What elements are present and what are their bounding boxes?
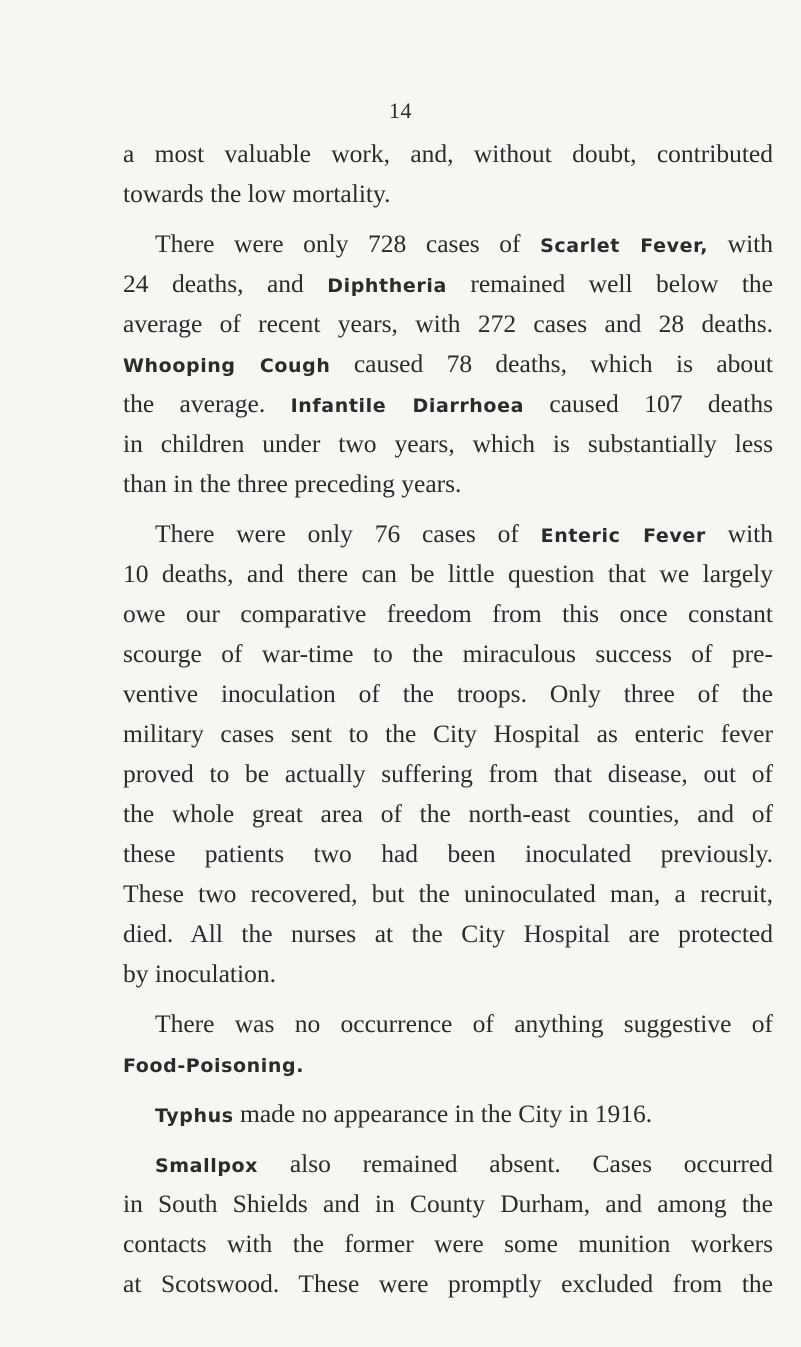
paragraph-4-line-2 [123, 1049, 773, 1081]
paragraph-2-line-5 [123, 389, 773, 421]
text-span: 24 deaths, and [123, 269, 304, 298]
paragraph-3-line-3: owe our comparative freedom from this once constant [123, 599, 773, 628]
paragraph-6-line-3: contacts with the former were some munition workers [123, 1229, 773, 1258]
paragraph-6-line-1 [155, 1149, 773, 1181]
paragraph-6-line-2: in South Shields and in County Durham, and among the [123, 1189, 773, 1218]
text-span: remained well below the [470, 269, 773, 298]
text-span: caused 78 deaths, which is about [353, 349, 773, 378]
paragraph-3-line-10: These two recovered, but the uninoculated man, a recruit, [123, 879, 773, 908]
keyword-enteric-fever: Enteric Fever [540, 525, 706, 547]
paragraph-3-line-1 [155, 519, 773, 551]
paragraph-2-line-1 [155, 229, 773, 261]
paragraph-3-line-5: ventive inoculation of the troops. Only three of the [123, 679, 773, 708]
paragraph-1-line-2: towards the low mortality. [123, 179, 391, 208]
paragraph-4-line-1: There was no occurrence of anything suggestive of [155, 1009, 773, 1038]
text-span: with [727, 519, 773, 548]
paragraph-3-line-8: the whole great area of the north-east counties, and of [123, 799, 773, 828]
paragraph-2-line-4 [123, 349, 773, 381]
paragraph-1-line-1: a most valuable work, and, without doubt, contributed [123, 139, 773, 168]
keyword-typhus: Typhus [155, 1105, 234, 1127]
paragraph-2-line-2 [123, 269, 773, 301]
keyword-diphtheria: Diphtheria [327, 275, 447, 297]
text-span: There were only 76 cases of [155, 519, 519, 548]
paragraph-3-line-12: by inoculation. [123, 959, 276, 988]
paragraph-2-line-6: in children under two years, which is substantially less [123, 429, 773, 458]
paragraph-3-line-9: these patients two had been inoculated previously. [123, 839, 773, 868]
text-span: caused 107 deaths [549, 389, 773, 418]
keyword-smallpox: Smallpox [155, 1155, 259, 1177]
text-span: made no appearance in the City in 1916. [240, 1099, 653, 1128]
text-span: the average. [123, 389, 266, 418]
paragraph-3-line-7: proved to be actually suffering from that disease, out of [123, 759, 773, 788]
page-number: 14 [389, 98, 412, 123]
paragraph-3-line-2: 10 deaths, and there can be little question that we largely [123, 559, 773, 588]
paragraph-5-line-1 [155, 1099, 773, 1131]
paragraph-3-line-4: scourge of war-time to the miraculous success of pre- [123, 639, 773, 668]
keyword-whooping-cough: Whooping Cough [123, 355, 331, 377]
paragraph-2-line-7: than in the three preceding years. [123, 469, 462, 498]
paragraph-3-line-6: military cases sent to the City Hospital as enteric fever [123, 719, 773, 748]
keyword-infantile-diarrhoea: Infantile Diarrhoea [290, 395, 524, 417]
text-span: also remained absent. Cases occurred [289, 1149, 773, 1178]
text-span: with [727, 229, 773, 258]
paragraph-3-line-11: died. All the nurses at the City Hospital are protected [123, 919, 773, 948]
keyword-food-poisoning: Food-Poisoning. [123, 1055, 305, 1077]
paragraph-6-line-4: at Scotswood. These were promptly excluded from the [123, 1269, 773, 1298]
text-span: There were only 728 cases of [155, 229, 521, 258]
keyword-scarlet-fever: Scarlet Fever, [540, 235, 709, 257]
paragraph-2-line-3: average of recent years, with 272 cases and 28 deaths. [123, 309, 773, 338]
